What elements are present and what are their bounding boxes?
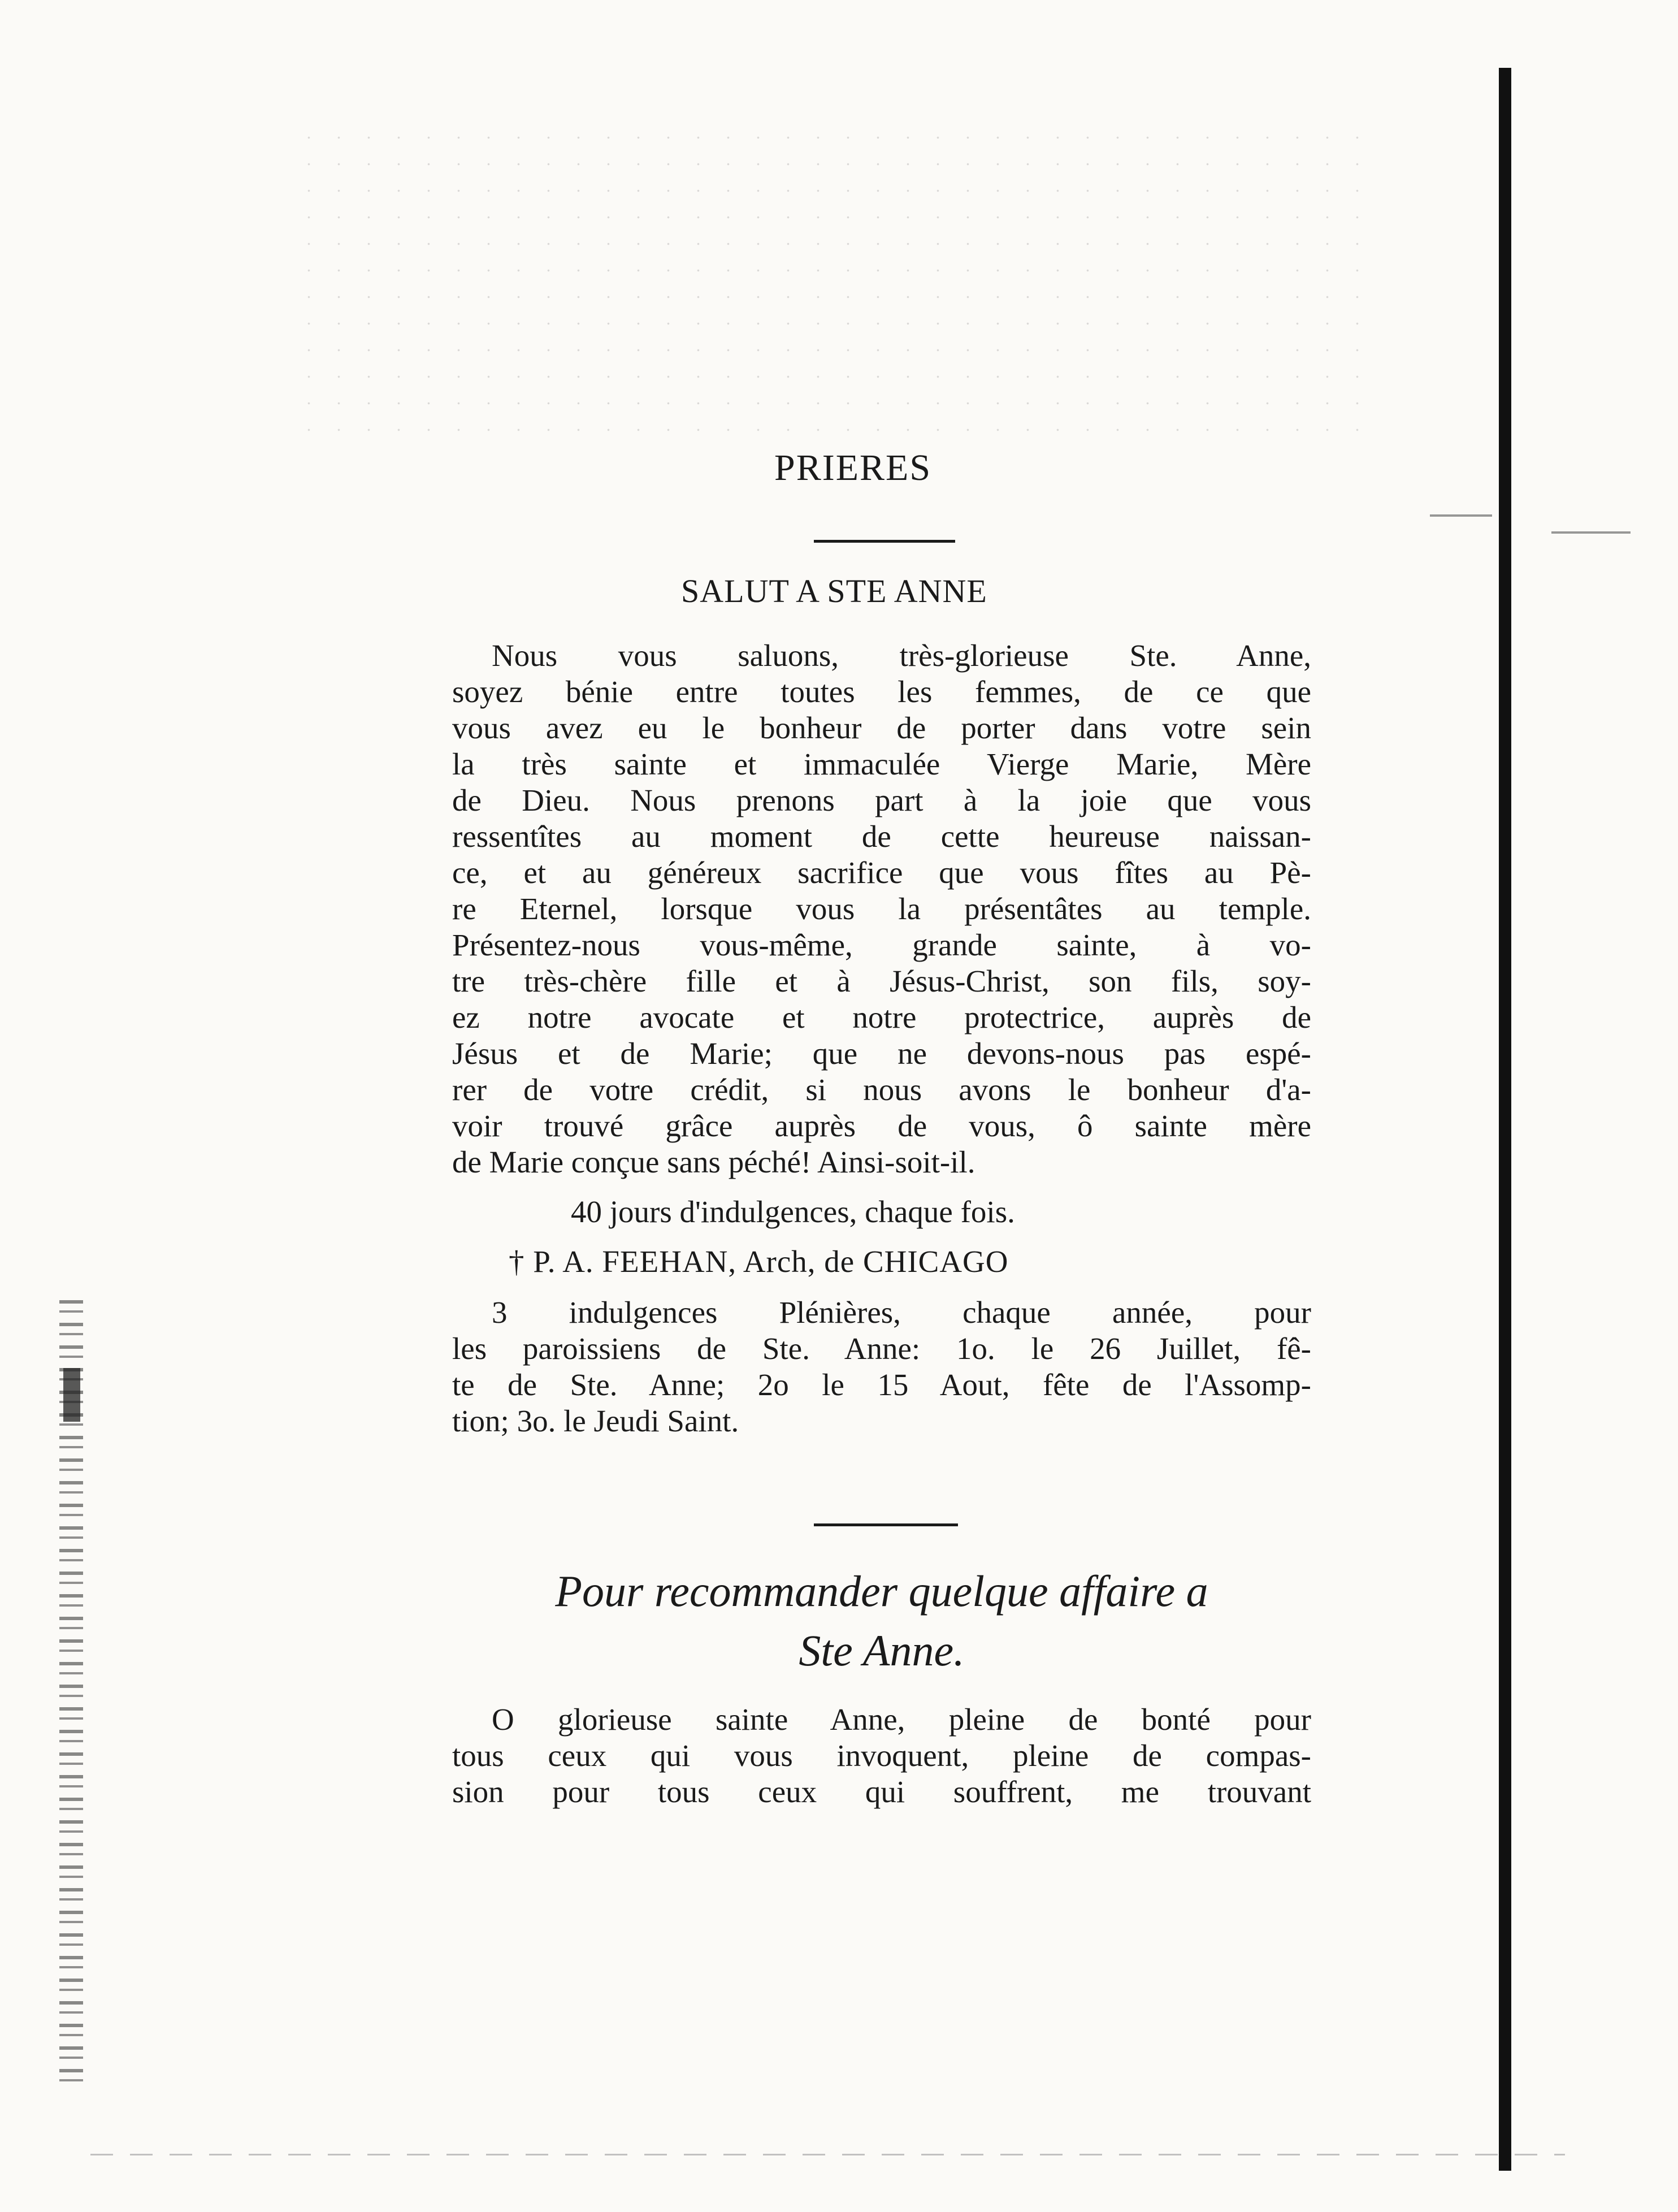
prayer-line: Présentez-nous vous-même, grande sainte, à vo- [452, 928, 1311, 962]
indulgence-note: 40 jours d'indulgences, chaque fois. [571, 1194, 1015, 1229]
prayer-line: de Marie conçue sans péché! Ainsi-soit-il. [452, 1145, 975, 1179]
plenary-line: 3 indulgences Plénières, chaque année, pour [492, 1295, 1311, 1330]
prayer-line: vous avez eu le bonheur de porter dans votre sein [452, 711, 1311, 745]
prayer-line: re Eternel, lorsque vous la présentâtes au temple. [452, 891, 1311, 926]
prayer-line: ez notre avocate et notre protectrice, auprès de [452, 1000, 1311, 1034]
section2-heading-line1: Pour recommander quelque affaire a [555, 1566, 1208, 1616]
prayer-line: tous ceux qui vous invoquent, pleine de compas- [452, 1738, 1311, 1773]
bottom-edge [90, 2154, 1565, 2155]
signature: † P. A. FEEHAN, Arch, de CHICAGO [509, 1244, 1009, 1279]
page-title: PRIERES [774, 447, 932, 488]
prayer-line: tre très-chère fille et à Jésus-Christ, son fils, soy- [452, 964, 1311, 998]
title-divider [814, 540, 955, 543]
prayer-line: O glorieuse sainte Anne, pleine de bonté pour [492, 1702, 1311, 1737]
scan-noise [294, 124, 1368, 441]
section2-heading-line2: Ste Anne. [799, 1626, 965, 1675]
prayer-line: de Dieu. Nous prenons part à la joie que vous [452, 783, 1311, 817]
prayer-line: voir trouvé grâce auprès de vous, ô sainte mère [452, 1109, 1311, 1143]
plenary-line: tion; 3o. le Jeudi Saint. [452, 1404, 739, 1438]
prayer-line: soyez bénie entre toutes les femmes, de ce que [452, 674, 1311, 709]
prayer-line: Jésus et de Marie; que ne devons-nous pas espé- [452, 1036, 1311, 1071]
prayer-line: ce, et au généreux sacrifice que vous fîtes au Pè- [452, 855, 1311, 890]
plenary-line: te de Ste. Anne; 2o le 15 Aout, fête de l'Assomp- [452, 1367, 1311, 1402]
prayer-line: ressentîtes au moment de cette heureuse naissan- [452, 819, 1311, 854]
section-heading: SALUT A STE ANNE [681, 573, 987, 609]
prayer-line: la très sainte et immaculée Vierge Marie, Mère [452, 747, 1311, 781]
prayer-line: Nous vous saluons, très-glorieuse Ste. Anne, [492, 638, 1311, 673]
edge-tick [1430, 514, 1492, 517]
plenary-line: les paroissiens de Ste. Anne: 1o. le 26 Juillet, fê- [452, 1331, 1311, 1366]
binding-mark [63, 1368, 80, 1422]
section-divider [814, 1523, 958, 1526]
prayer-line: sion pour tous ceux qui souffrent, me trouvant [452, 1774, 1311, 1809]
prayer-line: rer de votre crédit, si nous avons le bonheur d'a- [452, 1072, 1311, 1107]
binding-edge-right [1499, 68, 1511, 2171]
edge-tick [1551, 531, 1631, 534]
